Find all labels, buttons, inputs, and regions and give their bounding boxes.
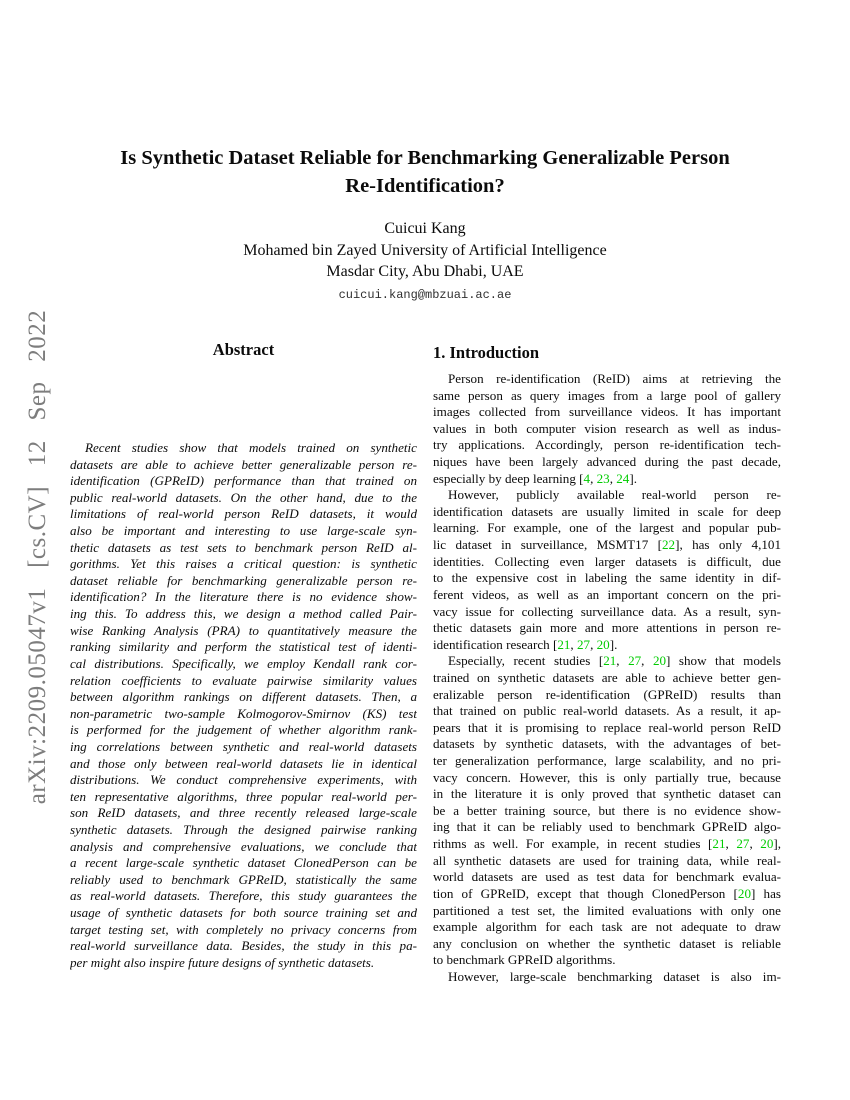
text-line: between algorithm rankings on different datasets. Then, a <box>70 689 417 705</box>
text-line: wise Ranking Analysis (PRA) to quantitatively measure the <box>70 622 417 638</box>
citation-link[interactable]: 21 <box>557 636 571 652</box>
citation-link[interactable]: 22 <box>661 537 676 553</box>
text-line: any conclusion on whether the synthetic dataset is reliable <box>433 935 781 951</box>
text-line: limitations of real-world person ReID datasets, it would <box>70 506 417 522</box>
author-name: Cuicui Kang <box>384 220 466 237</box>
citation-link[interactable]: 20 <box>596 636 610 652</box>
citation-link[interactable]: 27 <box>628 653 642 669</box>
text-line: to the expensive cost in labeling the same identity in dif- <box>433 570 781 586</box>
text-line: Person re-identification (ReID) aims at retrieving the <box>448 371 781 386</box>
text-line: identities. Collecting even larger datasets is difficult, due <box>433 553 781 569</box>
text-line: also be important and interesting to use large-scale syn- <box>70 523 417 539</box>
text-line: eralizable person re-identification (GPReID) results than <box>433 686 781 702</box>
citation-link[interactable]: 20 <box>737 885 751 901</box>
text-line: However, publicly available real-world person re- <box>448 487 781 503</box>
text-line: datasets by synthetic datasets, with the advantages of bet- <box>433 736 781 752</box>
author-email: cuicui.kang@mbzuai.ac.ae <box>338 287 512 302</box>
text-line: a recent large-scale synthetic dataset ClonedPerson can be <box>70 855 417 871</box>
text-line: ranking similarity and perform the statistical test of identi- <box>70 639 417 655</box>
left-column <box>70 339 417 972</box>
text-line: tion of GPReID, except that though ClonedPerson [20] has <box>433 885 781 901</box>
text-line: learning. For example, one of the largest and popular pub- <box>433 520 781 536</box>
text-line: datasets are able to achieve better generalizable person re- <box>70 456 417 472</box>
paper-title <box>45 144 805 200</box>
text-line: in the literature it is only proved that synthetic dataset can <box>433 786 781 802</box>
text-line: partitioned a test set, the limited evaluations with only one <box>433 902 781 918</box>
text-line: thetic datasets as test sets to benchmark person ReID al- <box>70 539 417 555</box>
text-line: dataset reliable for benchmarking generalizable person re- <box>70 572 417 588</box>
citation-link[interactable]: 21 <box>712 836 726 852</box>
citation-link[interactable]: 4 <box>583 470 591 486</box>
citation-link[interactable]: 20 <box>760 836 774 852</box>
text-line: However, large-scale benchmarking dataset is also im- <box>448 968 781 984</box>
paper-title-line-2: Re-Identification? <box>345 175 505 197</box>
text-line: identification (GPReID) performance than that trained on <box>70 473 417 489</box>
text-line: ferent videos, as well as an important concern on the pri- <box>433 586 781 602</box>
text-line: identification? In the literature there is no evidence show- <box>70 589 417 605</box>
text-line: lic dataset in surveillance, MSMT17 [22], has only 4,101 <box>433 537 781 553</box>
text-line: reliably used to benchmark GPReID, statistically the same <box>70 871 417 887</box>
text-line: values in both computer vision research as well as indus- <box>433 420 781 436</box>
text-line: analysis and comprehensive evaluations, we conclude that <box>70 838 417 854</box>
text-line: distributions. We conduct comprehensive experiments, with <box>70 772 417 788</box>
text-line: vacy issue for collecting surveillance data. As a result, syn- <box>433 603 781 619</box>
text-line: usage of synthetic datasets for both source training set and <box>70 905 417 921</box>
text-line: non-parametric two-sample Kolmogorov-Smirnov (KS) test <box>70 705 417 721</box>
introduction-heading: 1. Introduction <box>433 343 540 362</box>
text-line: niques have been largely advanced during the past decade, <box>433 454 781 470</box>
text-line: identification research [21, 27, 20]. <box>433 636 618 652</box>
text-line: and those only between real-world datasets lie in identical <box>70 755 417 771</box>
citation-link[interactable]: 27 <box>576 636 591 652</box>
text-line: that trained on public real-world datasets. As a result, it ap- <box>433 703 781 719</box>
text-line: gorithms. Yet this raises a critical question: is synthetic <box>70 556 417 572</box>
text-line: to benchmark GPReID algorithms. <box>433 952 616 968</box>
text-line: try applications. Accordingly, person re-identification tech- <box>433 437 781 453</box>
citation-link[interactable]: 23 <box>596 470 610 486</box>
text-line: as real-world datasets. Therefore, this study guarantees the <box>70 888 417 904</box>
text-line: vacy concern. However, this is only partially true, because <box>433 769 781 785</box>
text-line: public real-world datasets. On the other hand, due to the <box>70 489 417 505</box>
text-line: images collected from surveillance videos. It has important <box>433 404 781 420</box>
text-line: rithms as well. For example, in recent studies [21, 27, 20], <box>433 836 781 852</box>
abstract-heading: Abstract <box>212 340 275 359</box>
author-affiliation: Mohamed bin Zayed University of Artificial Intelligence <box>243 241 607 259</box>
citation-link[interactable]: 24 <box>616 470 630 486</box>
text-line: all synthetic datasets are used for training data, while real- <box>433 852 781 868</box>
text-line: same person as query images from a large pool of gallery <box>433 387 781 403</box>
text-line: cal distributions. Specifically, we employ Kendall rank cor- <box>70 655 417 671</box>
text-line: ten representative algorithms, three popular real-world per- <box>70 788 417 804</box>
text-line: relation coefficients to evaluate pairwise similarity values <box>70 672 417 688</box>
text-line: target testing set, with completely no privacy concerns from <box>70 921 417 937</box>
arxiv-watermark: arXiv:2209.05047v1 [cs.CV] 12 Sep 2022 <box>24 309 51 805</box>
introduction-body <box>433 371 781 986</box>
text-line: be a better training source, but there is no evidence show- <box>433 802 781 818</box>
text-line: ing this. To address this, we design a method called Pair- <box>70 606 417 622</box>
text-line: ing that it can be reliably used to benchmark GPReID algo- <box>433 819 781 835</box>
text-line: example algorithm for each task are not adequate to draw <box>433 919 781 935</box>
right-column <box>433 342 781 986</box>
text-line: Recent studies show that models trained on synthetic <box>85 440 417 455</box>
citation-link[interactable]: 21 <box>603 653 617 669</box>
text-line: real-world surveillance data. Besides, the study in this pa- <box>70 938 417 954</box>
text-line: identification datasets are usually limited in scale for deep <box>433 503 781 519</box>
text-line: especially by deep learning [4, 23, 24]. <box>433 470 637 486</box>
author-block <box>45 218 805 303</box>
text-line: Especially, recent studies [21, 27, 20] show that models <box>448 653 781 669</box>
text-line: ing correlations between synthetic and real-world datasets <box>70 738 417 754</box>
text-line: is performed for the judgement of whether algorithm rank- <box>70 722 417 738</box>
author-address: Masdar City, Abu Dhabi, UAE <box>326 263 524 280</box>
citation-link[interactable]: 20 <box>652 653 667 669</box>
text-line: per might also inspire future designs of synthetic datasets. <box>70 954 375 970</box>
text-line: son ReID datasets, and three recently released large-scale <box>70 805 417 821</box>
abstract-body <box>70 440 417 972</box>
citation-link[interactable]: 27 <box>736 836 750 852</box>
text-line: thetic datasets gain more and more attentions in person re- <box>433 620 781 636</box>
paper-title-line-1: Is Synthetic Dataset Reliable for Benchmarking Generalizable Person <box>120 147 730 169</box>
text-line: synthetic datasets. Through the designed pairwise ranking <box>70 822 417 838</box>
text-line: pears that it is promising to replace real-world person ReID <box>433 719 781 735</box>
text-line: world datasets are used as test data for benchmark evalua- <box>433 869 781 885</box>
text-line: ter generalization performance, large scalability, and no pri- <box>433 753 781 769</box>
text-line: trained on synthetic datasets are able to achieve better gen- <box>433 669 781 685</box>
